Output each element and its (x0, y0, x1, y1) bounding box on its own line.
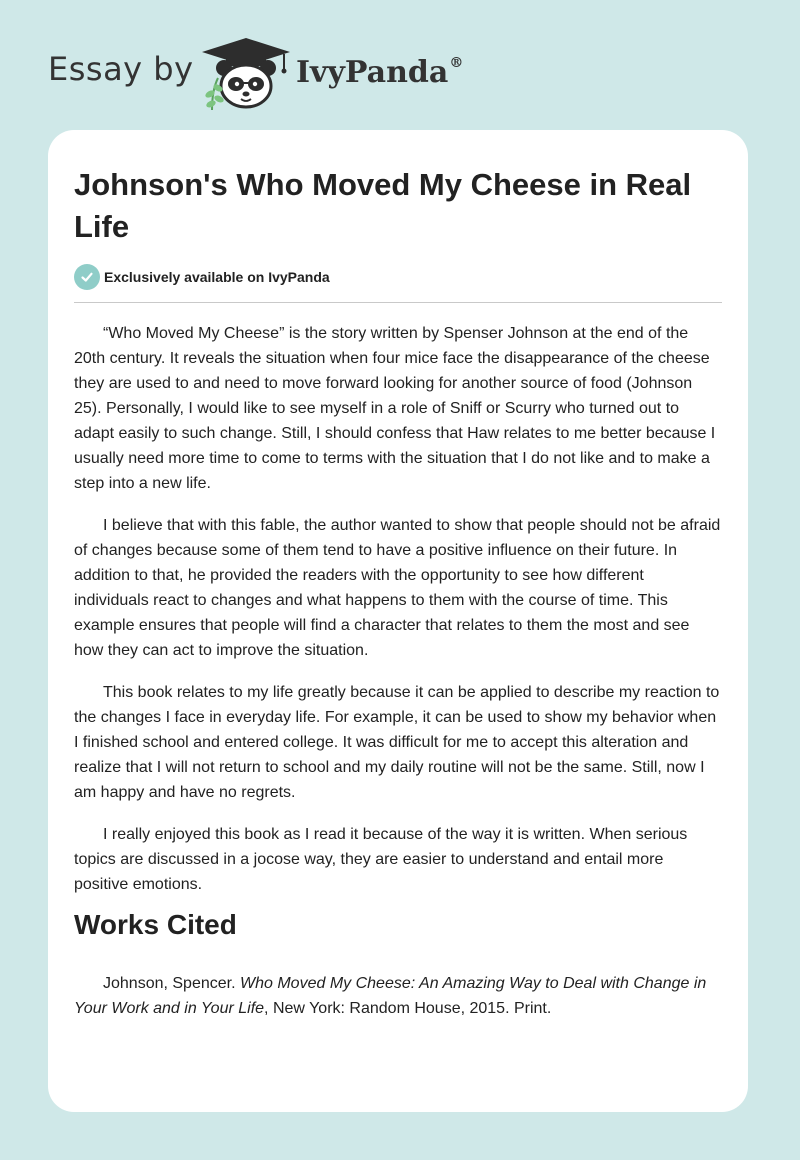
essay-by-label: Essay by (48, 50, 194, 88)
check-circle-icon (74, 264, 100, 290)
title-divider (74, 302, 722, 303)
panda-graduation-cap-icon[interactable] (200, 36, 292, 110)
citation-title: Who Moved My Cheese: An Amazing Way to Deal with Change in Your Work and in Your Life (74, 975, 707, 1017)
essay-body (74, 321, 722, 914)
badge-label: Exclusively available on IvyPanda (104, 269, 330, 285)
paragraph: I believe that with this fable, the author wanted to show that people should not be afraid of changes because some of them tend to have a positive influence on their future. In addition to that, he provided the readers with the opportunity to see how different individuals react to changes and what happens to them with the course of time. This example ensures that people will find a character that relates to them the most and see how they can act to improve the situation. (74, 517, 721, 659)
citation-author: Johnson, Spencer. (103, 975, 236, 992)
citation (74, 971, 722, 1021)
works-cited-heading: Works Cited (74, 909, 237, 940)
brand-name[interactable] (296, 55, 463, 90)
citation-publisher: , New York: Random House, 2015. Print. (264, 1000, 552, 1017)
site-header (0, 0, 800, 130)
paragraph: “Who Moved My Cheese” is the story written by Spenser Johnson at the end of the 20th century. It reveals the situation when four mice face the disappearance of the cheese they are used to and need to move forward looking for another source of food (Johnson 25). Personally, I would like to see myself in a role of Sniff or Scurry who turned out to adapt easily to such change. Still, I should confess that Haw relates to me better because I usually need more time to come to terms with the situation that I do not like and to make a step into a new life. (74, 325, 716, 492)
registered-mark: ® (449, 55, 464, 71)
paragraph: This book relates to my life greatly because it can be applied to describe my reaction to the changes I face in everyday life. For example, it can be used to show my behavior when I finished school and entered college. It was difficult for me to accept this alteration and realize that I will not return to school and my daily routine will not be the same. Still, now I am happy and have no regrets. (74, 684, 720, 801)
page-title: Johnson's Who Moved My Cheese in Real Life (74, 167, 692, 244)
brand-text: IvyPanda (296, 55, 449, 90)
paragraph: I really enjoyed this book as I read it because of the way it is written. When serious topics are discussed in a jocose way, they are easier to understand and entail more positive emotions. (74, 826, 688, 893)
essay-card (48, 130, 748, 1112)
exclusive-badge (74, 264, 330, 290)
